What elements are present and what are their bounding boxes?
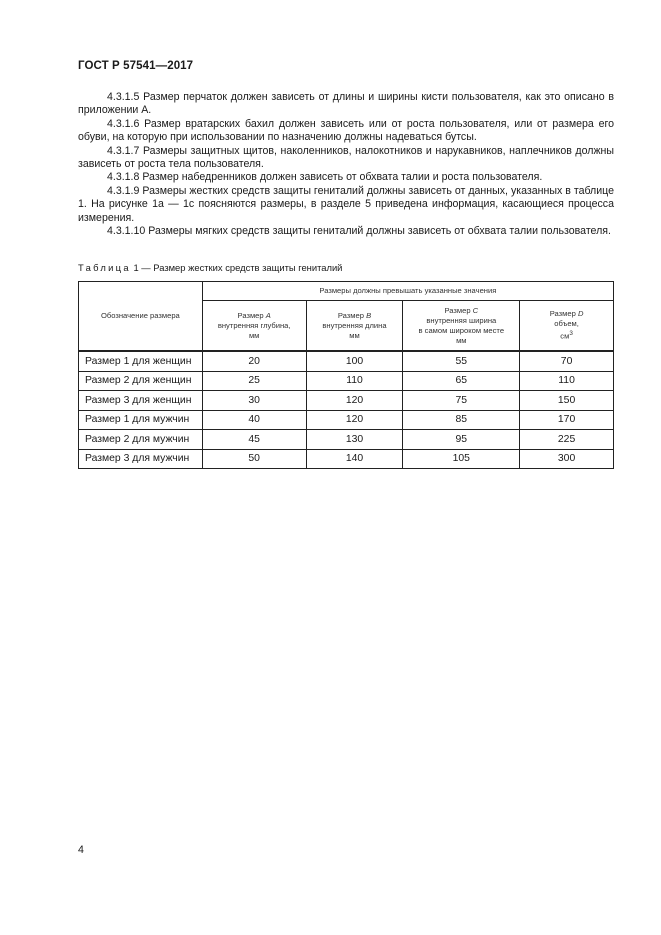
- size-c-cell: 75: [403, 391, 520, 411]
- group-header-cell: Размеры должны превышать указанные значения: [202, 282, 613, 301]
- size-label-cell: Размер 1 для женщин: [79, 351, 203, 371]
- paragraph-4-3-1-6: 4.3.1.6 Размер вратарских бахил должен зависеть или от роста пользователя, или от размера его обуви, на которую при использовании по назначению должны надеваться бутсы.: [78, 117, 614, 144]
- size-d-cell: 150: [520, 391, 614, 411]
- page-number: 4: [78, 844, 84, 856]
- table-caption: [78, 262, 342, 273]
- table-header-row: [79, 282, 614, 301]
- size-d-cell: 225: [520, 430, 614, 450]
- table-row: [79, 391, 614, 411]
- size-c-cell: 95: [403, 430, 520, 450]
- size-table: [78, 281, 614, 469]
- size-b-cell: 120: [306, 410, 403, 430]
- table-row: [79, 410, 614, 430]
- body-text: [78, 91, 614, 238]
- size-c-cell: 85: [403, 410, 520, 430]
- paragraph-4-3-1-5: 4.3.1.5 Размер перчаток должен зависеть от длины и ширины кисти пользователя, как это описано в приложении А.: [78, 91, 614, 117]
- size-d-cell: 170: [520, 410, 614, 430]
- size-a-cell: 20: [202, 351, 306, 371]
- column-header-c: Размер C внутренняя ширина в самом широком месте мм: [403, 301, 520, 352]
- row-header-cell: Обозначение размера: [79, 282, 203, 352]
- table-row: [79, 371, 614, 391]
- size-b-cell: 110: [306, 371, 403, 391]
- table-row: [79, 351, 614, 371]
- size-label-cell: Размер 2 для женщин: [79, 371, 203, 391]
- size-a-cell: 50: [202, 449, 306, 469]
- paragraph-4-3-1-8: 4.3.1.8 Размер набедренников должен зависеть от обхвата талии и роста пользователя.: [107, 171, 543, 184]
- size-c-cell: 65: [403, 371, 520, 391]
- size-b-cell: 130: [306, 430, 403, 450]
- size-d-cell: 70: [520, 351, 614, 371]
- size-b-cell: 120: [306, 391, 403, 411]
- paragraph-4-3-1-9: 4.3.1.9 Размеры жестких средств защиты гениталий должны зависеть от данных, указанных в таблице 1. На рисунке 1а — 1с поясняются размеры, в разделе 5 приведена информация, касающиеся процесса измерения.: [78, 184, 614, 224]
- paragraph-4-3-1-7: 4.3.1.7 Размеры защитных щитов, наколенников, налокотников и нарукавников, наплечников должны зависеть от роста тела пользователя.: [78, 144, 614, 171]
- table-row: [79, 430, 614, 450]
- size-b-cell: 140: [306, 449, 403, 469]
- column-header-d: Размер D объем, $см^3$: [520, 301, 614, 352]
- size-a-cell: 25: [202, 371, 306, 391]
- size-label-cell: Размер 3 для женщин: [79, 391, 203, 411]
- size-label-cell: Размер 2 для мужчин: [79, 430, 203, 450]
- size-a-cell: 45: [202, 430, 306, 450]
- size-b-cell: 100: [306, 351, 403, 371]
- paragraph-4-3-1-10: 4.3.1.10 Размеры мягких средств защиты гениталий должны зависеть от обхвата талии пользователя.: [107, 225, 611, 238]
- table-row: [79, 449, 614, 469]
- size-c-cell: 55: [403, 351, 520, 371]
- size-d-cell: 300: [520, 449, 614, 469]
- table-caption-title: 1 — Размер жестких средств защиты гениталий: [133, 262, 343, 273]
- size-label-cell: Размер 1 для мужчин: [79, 410, 203, 430]
- column-header-b: Размер B внутренняя длина мм: [306, 301, 403, 352]
- size-a-cell: 40: [202, 410, 306, 430]
- size-c-cell: 105: [403, 449, 520, 469]
- column-header-a: Размер A внутренняя глубина, мм: [202, 301, 306, 352]
- table-caption-prefix: Таблица: [78, 262, 131, 273]
- document-id: ГОСТ Р 57541—2017: [78, 60, 194, 72]
- size-a-cell: 30: [202, 391, 306, 411]
- size-d-cell: 110: [520, 371, 614, 391]
- size-label-cell: Размер 3 для мужчин: [79, 449, 203, 469]
